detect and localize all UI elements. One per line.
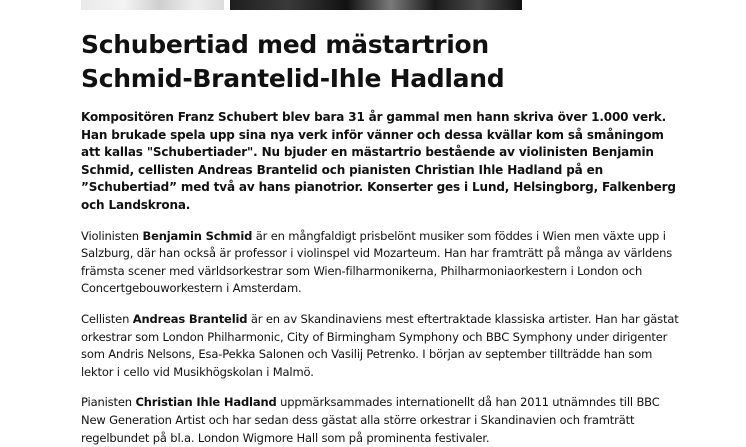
p1-name: Benjamin Schmid [142, 228, 253, 243]
p3-prefix: Pianisten [81, 395, 136, 410]
p1-text: är en mångfaldigt prisbelönt musiker som föddes i Wien men växte upp i Salzburg, där han också är professor i violinspel vid Mozarteum. Han har framträtt på många av världens främsta scener med världsorkestrar som Wien-filharmonikerna, Philharmoniaorkestern i London och Concertgebouworkestern i Amsterdam. [81, 228, 673, 296]
article [81, 28, 681, 447]
article-title [81, 28, 681, 96]
paragraph-christian-ihle-hadland [81, 394, 681, 447]
paragraph-benjamin-schmid [81, 228, 681, 298]
lead-paragraph: Kompositören Franz Schubert blev bara 31 år gammal men hann skriva över 1.000 verk. Han brukade spela upp sina nya verk inför vänner och dessa kvällar kom så småningom att kallas "Schubertiader". Nu bjuder en mästartrio bestående av violinisten Benjamin Schmid, cellisten Andreas Brantelid och pianisten Christian Ihle Hadland på en ”Schubertiad” med två av hans pianotrior. Konserter ges i Lund, Helsingborg, Falkenberg och Landskrona. [81, 110, 676, 212]
p3-name: Christian Ihle Hadland [135, 395, 277, 410]
photo-musicians-left [81, 0, 224, 10]
p1-prefix: Violinisten [81, 228, 143, 243]
header-photos [0, 0, 746, 12]
p2-prefix: Cellisten [81, 311, 133, 326]
p2-text: är en av Skandinaviens mest eftertraktade klassiska artister. Han har gästat orkestrar som London Philharmonic, City of Birmingham Symphony och BBC Symphony under dirigenter som Andris Nelsons, Esa-Pekka Salonen och Vasilij Petrenko. I början av september tillträdde han som lektor i cello vid Musikhögskolan i Malmö. [81, 311, 679, 379]
title-line-1: Schubertiad med mästartrion [81, 30, 489, 59]
title-line-2: Schmid-Brantelid-Ihle Hadland [81, 64, 505, 93]
paragraph-andreas-brantelid [81, 311, 681, 381]
p2-name: Andreas Brantelid [132, 311, 248, 326]
photo-musicians-right [230, 0, 522, 10]
p3-text: uppmärksammades internationellt då han 2011 utnämndes till BBC New Generation Artist och har sedan dess gästat alla större orkestrar i Skandinavien och framträtt regelbundet på bl.a. London Wigmore Hall som på prominenta festivaler. [81, 395, 660, 445]
